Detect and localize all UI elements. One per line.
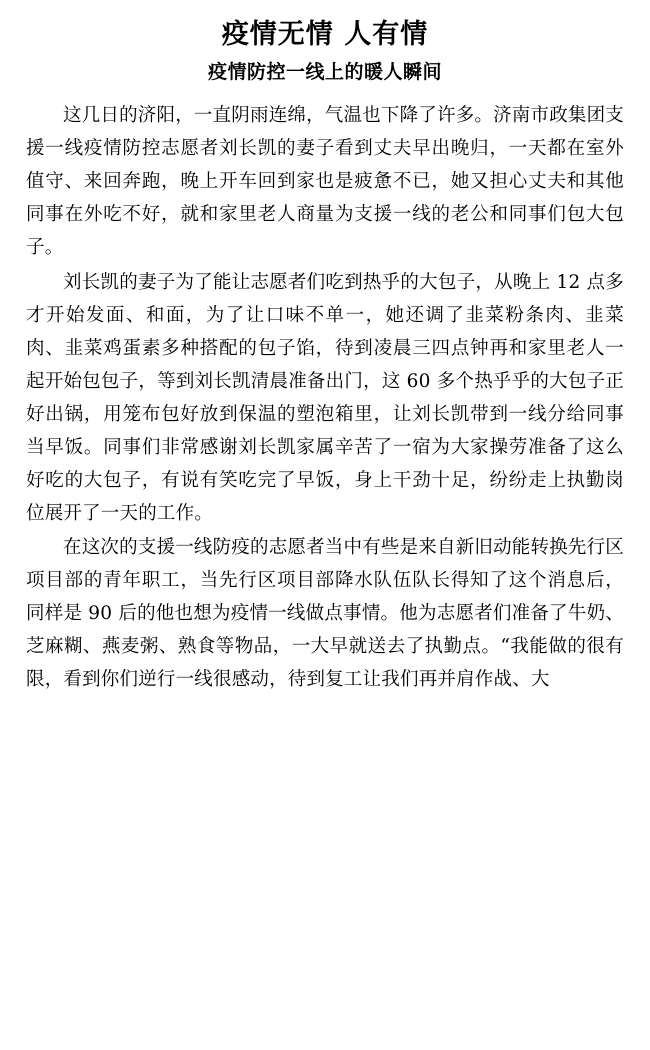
- page-subtitle: 疫情防控一线上的暖人瞬间: [207, 60, 442, 83]
- article-body: [26, 100, 624, 697]
- paragraph: 这几日的济阳，一直阴雨连绵，气温也下降了许多。济南市政集团支援一线疫情防控志愿者刘长凯的妻子看到丈夫早出晚归，一天都在室外值守、来回奔跑，晚上开车回到家也是疲惫不已，她又担心丈夫和其他同事在外吃不好，就和家里老人商量为支援一线的老公和同事们包大包子。: [26, 105, 625, 259]
- paragraph: 在这次的支援一线防疫的志愿者当中有些是来自新旧动能转换先行区项目部的青年职工，当先行区项目部降水队伍队长得知了这个消息后，同样是 90 后的他也想为疫情一线做点事情。他为志愿者们准备了牛奶、芝麻糊、燕麦粥、熟食等物品，一大早就送去了执勤点。“我能做的很有限，看到你们逆行一线很感动，待到复工让我们再并肩作战、大: [26, 537, 625, 691]
- page-title: 疫情无情 人有情: [221, 19, 429, 50]
- paragraph: 刘长凯的妻子为了能让志愿者们吃到热乎的大包子，从晚上 12 点多才开始发面、和面，为了让口味不单一，她还调了韭菜粉条肉、韭菜肉、韭菜鸡蛋素多种搭配的包子馅，待到凌晨三四点钟再和家里老人一起开始包包子，等到刘长凯清晨准备出门，这 60 多个热乎乎的大包子正好出锅，用笼布包好放到保温的塑泡箱里，让刘长凯带到一线分给同事当早饭。同事们非常感谢刘长凯家属辛苦了一宿为大家操劳准备了这么好吃的大包子，有说有笑吃完了早饭，身上干劲十足，纷纷走上执勤岗位展开了一天的工作。: [26, 272, 624, 524]
